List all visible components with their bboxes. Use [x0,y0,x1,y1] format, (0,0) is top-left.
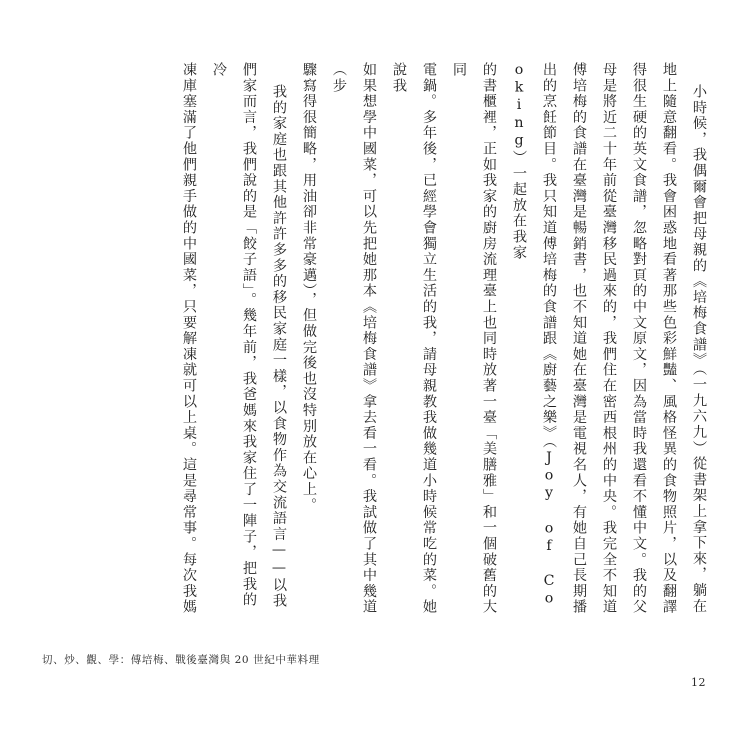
text-column: 地上隨意翻看。我會困惑地看著那些色彩鮮豔、風格怪異的食物照片，以及翻譯 [661,62,677,615]
running-footer-title: 切、炒、觀、學：傅培梅、戰後臺灣與 20 世紀中華料理 [42,654,320,666]
text-column: 傅培梅的食譜在臺灣是暢銷書，也不知道她在臺灣是電視名人，有她自己長期播 [571,62,587,615]
text-column: 凍庫塞滿了他們親手做的中國菜，只要解凍就可以上桌。這是尋常事。每次我媽 [181,62,197,615]
text-column: 小時候，我偶爾會把母親的《培梅食譜》（一九六九）從書架上拿下來，躺在 [691,84,707,615]
text-column: 母是將近二十年前從臺灣移民過來的，我們住在密西根州的中央。我完全不知道 [601,62,617,615]
vertical-text-body [36,62,714,622]
text-column: 出的烹飪節目。我只知道傅培梅的食譜跟《廚藝之樂》（Joy of Cooking）一起放在我家 [511,62,557,609]
text-column: 我的家庭也跟其他許許多多的移民家庭一樣，以食物作為交流語言——以我 [271,84,287,609]
text-column: 如果想學中國菜，可以先把她那本《培梅食譜》拿去看一看。我試做了其中幾道（步 [331,62,377,615]
text-column: 驟寫得很簡略，用油卻非常豪邁），但做完後也沒特別放在心上。 [301,62,317,514]
text-column: 電鍋。多年後，已經學會獨立生活的我，請母親教我做幾道小時候常吃的菜。她說我 [391,62,437,615]
text-column: 得很生硬的英文食譜，忽略對頁的中文原文，因為當時我還看不懂中文。我的父 [631,62,647,615]
page-number: 12 [691,676,706,689]
text-column: 們家而言，我們說的是「餃子語」。幾年前，我爸媽來我家住了一陣子，把我的冷 [211,62,257,608]
text-column: 的書櫃裡，正如我家的廚房流理臺上也同時放著一臺「美膳雅」和一個破舊的大同 [451,62,497,615]
